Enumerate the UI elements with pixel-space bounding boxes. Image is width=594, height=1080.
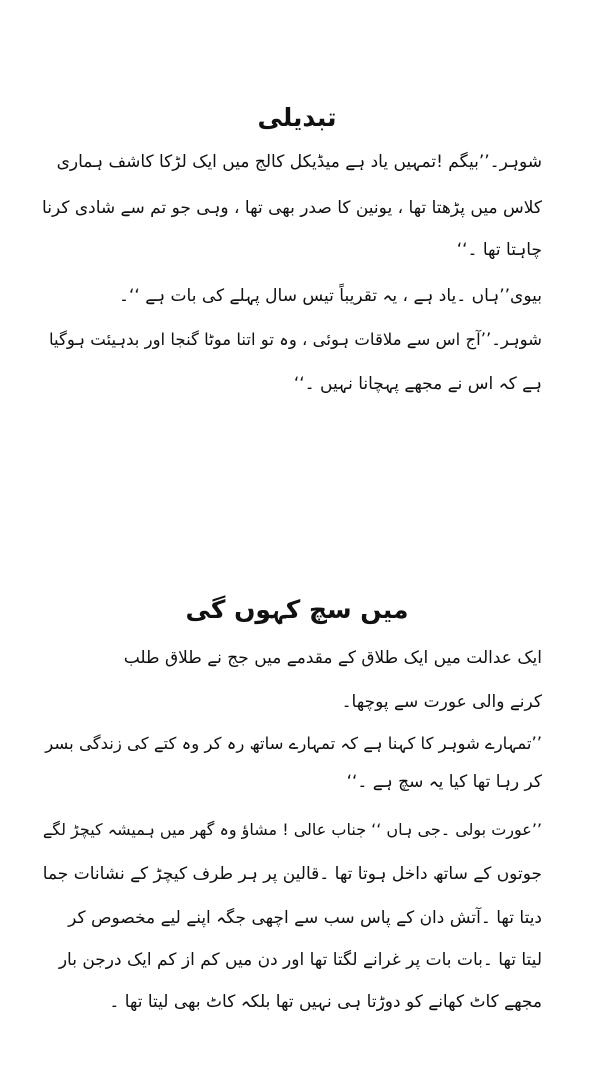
story1-line-6: ہے کہ اس نے مجھے پہچانا نہیں ۔‘‘ bbox=[293, 374, 542, 394]
story2-line-9: مجھے کاٹ کھانے کو دوڑتا ہی نہیں تھا بلکہ کاٹ بھی لیتا تھا ۔ bbox=[109, 992, 542, 1012]
story1-line-1: شوہر۔’’بیگم !تمہیں یاد ہے میڈیکل کالج میں ایک لڑکا کاشف ہماری bbox=[56, 152, 542, 172]
story2-line-8: لیتا تھا ۔بات بات پر غرانے لگتا تھا اور دن میں کم از کم ایک درجن بار bbox=[58, 950, 542, 970]
story2-line-1: ایک عدالت میں ایک طلاق کے مقدمے میں جج نے طلاق طلب bbox=[123, 648, 542, 668]
story1-line-5: شوہر۔’’آج اس سے ملاقات ہوئی ، وہ تو اتنا موٹا گنجا اور بدہیئت ہوگیا bbox=[49, 330, 542, 349]
story2-line-7: دیتا تھا ۔آتش دان کے پاس سب سے اچھی جگہ اپنے لیے مخصوص کر bbox=[68, 908, 542, 928]
story-title-tabdeeli: تبدیلی bbox=[257, 103, 337, 132]
story2-line-3: ’’تمہارے شوہر کا کہنا ہے کہ تمہارے ساتھ رہ کر وہ کتے کی زندگی بسر bbox=[45, 734, 542, 753]
story1-line-3: چاہتا تھا ۔‘‘ bbox=[456, 240, 542, 260]
story2-line-6: جوتوں کے ساتھ داخل ہوتا تھا ۔قالین پر ہر طرف کیچڑ کے نشانات جما bbox=[42, 864, 542, 884]
story-title-main-sach-kahon-gi: میں سچ کہوں گی bbox=[185, 595, 409, 624]
story2-line-4: کر رہا تھا کیا یہ سچ ہے ۔‘‘ bbox=[346, 772, 542, 792]
story1-line-4: بیوی’’ہاں ۔یاد ہے ، یہ تقریباً تیس سال پہلے کی بات ہے ‘‘۔ bbox=[119, 286, 542, 306]
story2-line-2: کرنے والی عورت سے پوچھا۔ bbox=[341, 692, 542, 712]
story1-line-2: کلاس میں پڑھتا تھا ، یونین کا صدر بھی تھا ، وہی جو تم سے شادی کرنا bbox=[42, 198, 542, 218]
story2-line-5: ’’عورت بولی ۔جی ہاں ‘‘ جناب عالی ! مشاؤ وہ گھر میں ہمیشہ کیچڑ لگے bbox=[42, 820, 542, 839]
